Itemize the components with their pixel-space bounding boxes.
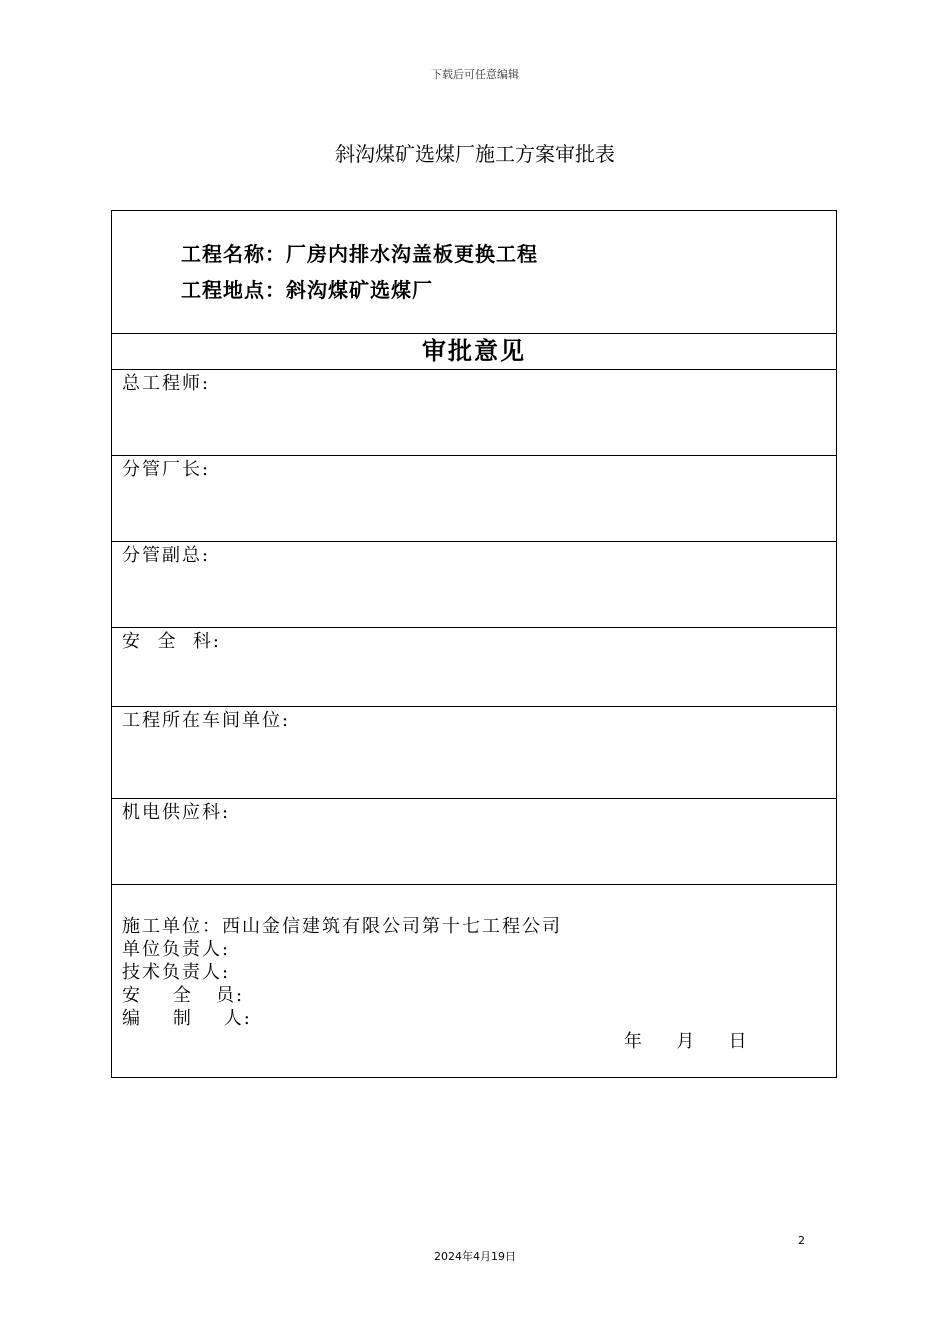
compiler-label: 编 制 人:	[122, 1008, 252, 1029]
deputy-general-label: 分管副总:	[122, 545, 211, 566]
page-number: 2	[798, 1234, 805, 1247]
approval-heading-row	[112, 334, 836, 370]
safety-section-row	[112, 628, 836, 707]
footer-date: 2024年4月19日	[434, 1250, 516, 1263]
safety-section-label: 安 全 科:	[122, 631, 221, 652]
approval-form-table	[111, 210, 837, 1078]
unit-leader-label: 单位负责人:	[122, 939, 231, 960]
deputy-plant-manager-row	[112, 456, 836, 542]
approval-heading: 审批意见	[422, 337, 526, 365]
project-info-row	[112, 211, 836, 334]
workshop-unit-label: 工程所在车间单位:	[122, 710, 291, 731]
chief-engineer-label: 总工程师:	[122, 373, 211, 394]
deputy-general-row	[112, 542, 836, 628]
electromechanical-supply-row	[112, 799, 836, 885]
safety-officer-label: 安 全 员:	[122, 985, 245, 1006]
signer-block	[122, 915, 562, 1030]
workshop-unit-row	[112, 707, 836, 799]
chief-engineer-row	[112, 370, 836, 456]
document-title: 斜沟煤矿选煤厂施工方案审批表	[335, 142, 615, 166]
electromechanical-supply-label: 机电供应科:	[122, 802, 231, 823]
project-location: 工程地点：斜沟煤矿选煤厂	[181, 278, 433, 302]
construction-unit-row	[112, 885, 836, 1077]
header-note: 下载后可任意编辑	[431, 68, 519, 81]
signature-date: 年 月 日	[624, 1031, 747, 1052]
tech-leader-label: 技术负责人:	[122, 962, 231, 983]
deputy-plant-manager-label: 分管厂长:	[122, 459, 211, 480]
construction-unit: 施工单位：西山金信建筑有限公司第十七工程公司	[122, 916, 562, 937]
project-name: 工程名称：厂房内排水沟盖板更换工程	[181, 242, 538, 266]
